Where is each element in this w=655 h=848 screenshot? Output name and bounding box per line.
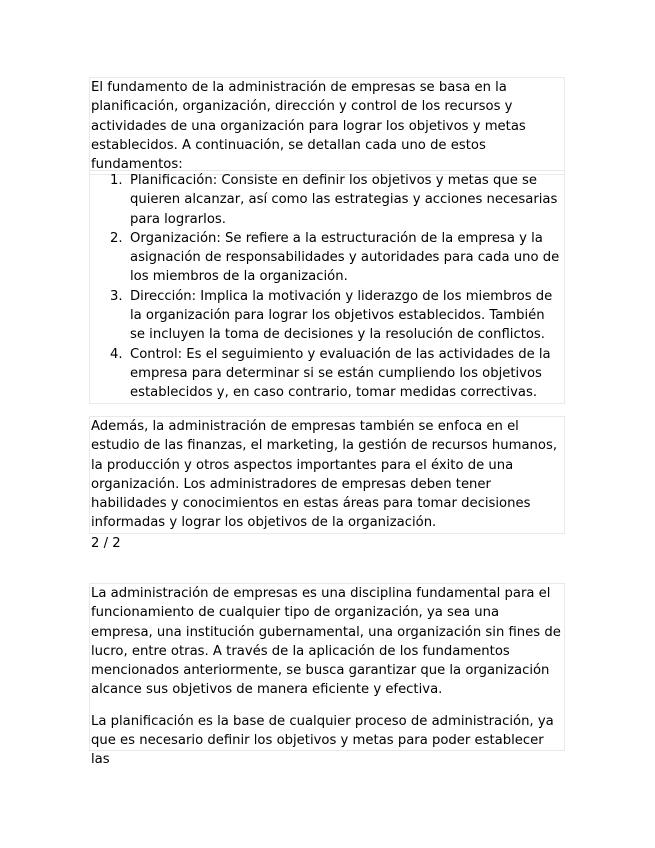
response-page-counter[interactable]: 2 / 2: [91, 536, 121, 551]
list-item-text: Control: Es el seguimiento y evaluación de las actividades de la empresa para determinar si se están cumpliendo los objetivos establecidos y, en caso contrario, tomar medidas correctivas.: [130, 346, 551, 401]
extra-paragraph-box: [89, 416, 565, 534]
intro-paragraph: El fundamento de la administración de empresas se basa en la planificación, organización, dirección y control de los recursos y actividades de una organización para lograr los objetivos y metas establecidos. A continuación, se detallan cada uno de estos fundamentos:: [91, 80, 526, 173]
list-item-number: 4.: [110, 346, 123, 362]
list-item: [90, 229, 563, 287]
extra-paragraph: Además, la administración de empresas también se enfoca en el estudio de las finanzas, el marketing, la gestión de recursos humanos, la producción y otros aspectos importantes para el éxito de una organización. Los administradores de empresas deben tener habilidades y conocimientos en estas áreas para tomar decisiones informadas y lograr los objetivos de la organización.: [91, 419, 558, 531]
second-response-box: [89, 583, 565, 768]
fundamentals-list: [90, 171, 563, 403]
list-item-text: Dirección: Implica la motivación y liderazgo de los miembros de la organización para lograr los objetivos establecidos. También se incluyen la toma de decisiones y la resolución de conflictos.: [130, 288, 553, 343]
list-item: [90, 287, 563, 345]
second-response-paragraph-2: La planificación es la base de cualquier proceso de administración, ya que es necesario definir los objetivos y metas para poder establecer las: [91, 713, 554, 768]
list-item-number: 1.: [110, 173, 123, 188]
fundamentals-list-box: [89, 170, 565, 404]
list-item-text: Planificación: Consiste en definir los objetivos y metas que se quieren alcanzar, así como las estrategias y acciones necesarias para lograrlos.: [130, 173, 558, 227]
list-item-number: 3.: [110, 288, 123, 304]
list-item-text: Organización: Se refiere a la estructuración de la empresa y la asignación de responsabilidades y autoridades para cada uno de los miembros de la organización.: [130, 230, 560, 285]
paragraph-spacer: [91, 700, 563, 712]
list-item: [90, 345, 563, 403]
list-item-number: 2.: [110, 230, 123, 246]
intro-paragraph-box: [89, 77, 565, 175]
second-response-paragraph-1: La administración de empresas es una disciplina fundamental para el funcionamiento de cualquier tipo de organización, ya sea una empresa, una institución gubernamental, una organización sin fines de lucro, entre otras. A través de la aplicación de los fundamentos mencionados anteriormente, se busca garantizar que la organización alcance sus objetivos de manera eficiente y efectiva.: [91, 586, 561, 698]
list-item: [90, 171, 563, 229]
